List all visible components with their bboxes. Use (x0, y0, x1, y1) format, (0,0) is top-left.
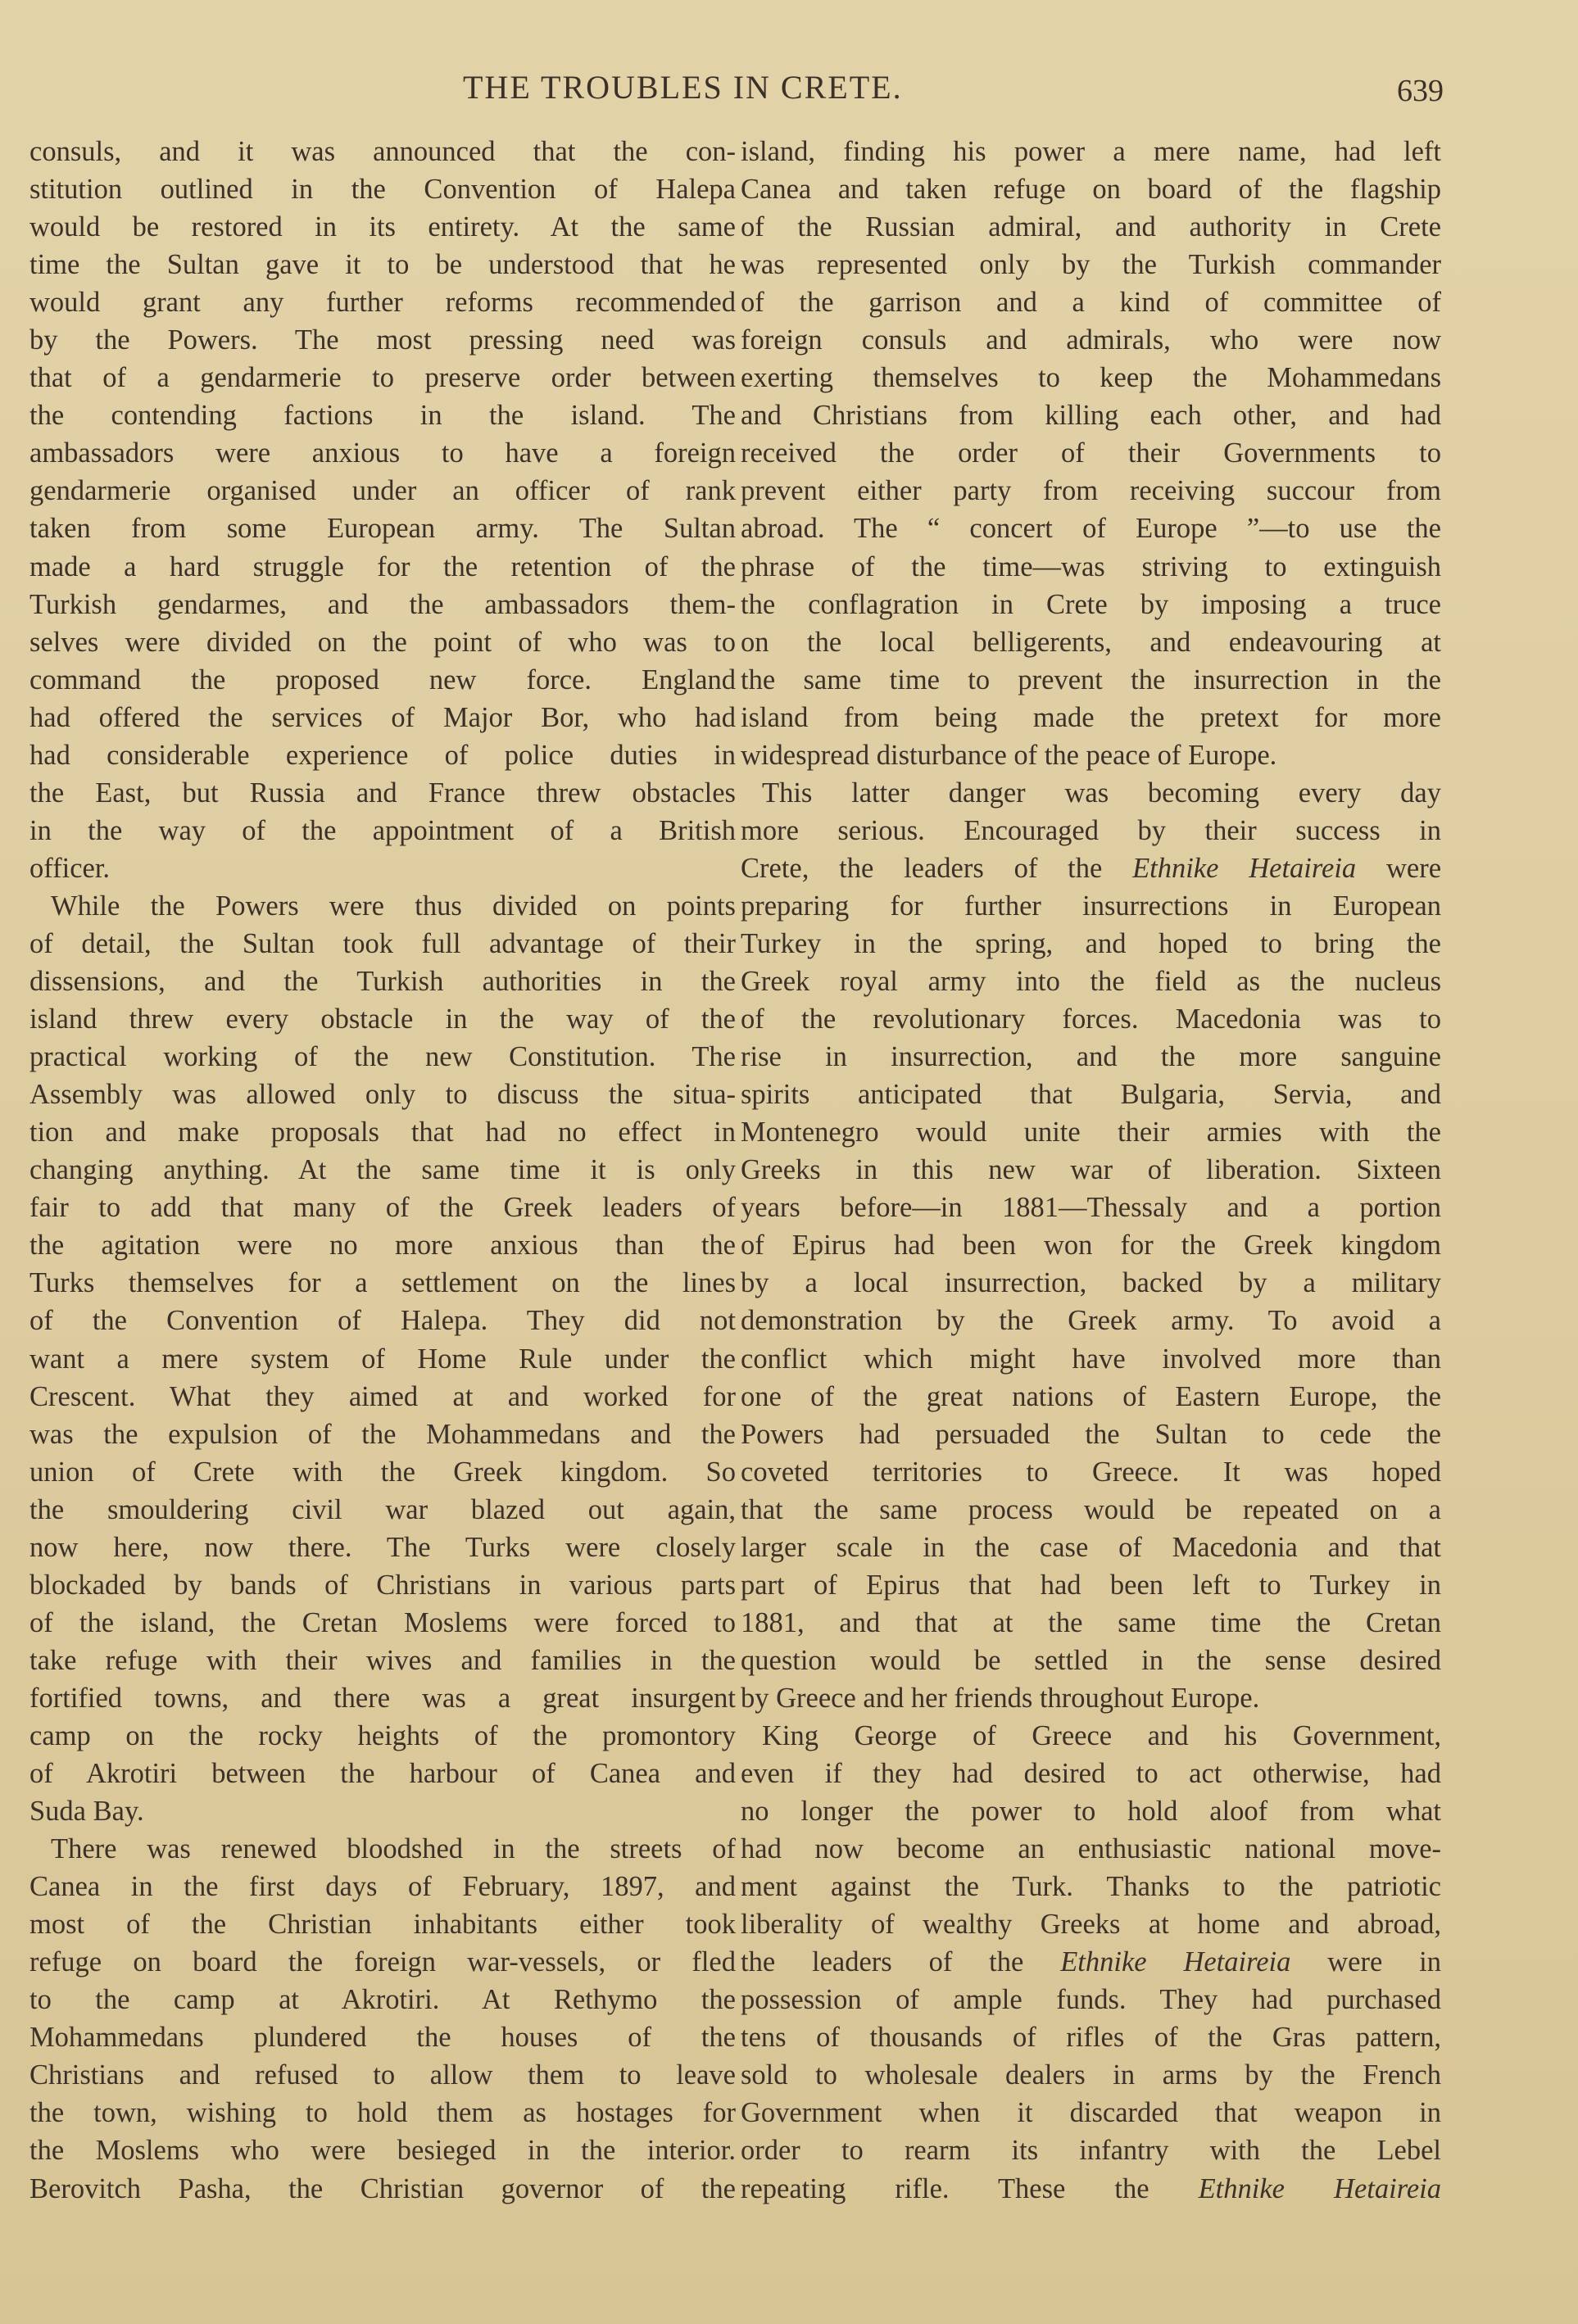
text-line: island from being made the pretext for more (741, 701, 1441, 733)
running-title: THE TROUBLES IN CRETE. (463, 69, 903, 106)
text-line: want a mere system of Home Rule under the (29, 1343, 736, 1375)
italic-term: Ethnike Hetaireia (1132, 852, 1357, 884)
text-line: widespread disturbance of the peace of Europe. (741, 739, 1277, 771)
text-line: the contending factions in the island. The (29, 400, 736, 432)
text-line: in the way of the appointment of a British (29, 814, 736, 846)
text-line: part of Epirus that had been left to Turkey in (741, 1569, 1441, 1601)
text-line: the agitation were no more anxious than the (29, 1230, 736, 1262)
text-line: take refuge with their wives and families in the (29, 1644, 736, 1676)
text-line: of the Russian admiral, and authority in Crete (741, 211, 1441, 243)
text-line: question would be settled in the sense desired (741, 1644, 1441, 1676)
text-line: by the Powers. The most pressing need was (29, 324, 736, 356)
text-line: tens of thousands of rifles of the Gras pattern, (741, 2022, 1441, 2054)
text-line: of the revolutionary forces. Macedonia was to (741, 1003, 1441, 1035)
text-segment: were (1356, 852, 1441, 884)
text-line: years before—in 1881—Thessaly and a portion (741, 1192, 1441, 1224)
text-line: Canea in the first days of February, 1897, and (29, 1871, 736, 1903)
text-line: camp on the rocky heights of the promontory (29, 1719, 736, 1751)
text-line (741, 849, 1441, 887)
text-segment: the leaders of the (741, 1946, 1061, 1978)
text-line: Greeks in this new war of liberation. Sixteen (741, 1154, 1441, 1186)
text-line: even if they had desired to act otherwise, had (741, 1758, 1441, 1790)
text-line: ment against the Turk. Thanks to the patriotic (741, 1871, 1441, 1903)
text-line: demonstration by the Greek army. To avoid a (741, 1305, 1441, 1337)
text-line: the East, but Russia and France threw obstacles (29, 777, 736, 809)
text-line: Greek royal army into the field as the nucleus (741, 966, 1441, 998)
text-line: of Akrotiri between the harbour of Canea and (29, 1758, 736, 1790)
text-line: selves were divided on the point of who was to (29, 626, 736, 658)
text-line: the conflagration in Crete by imposing a truce (741, 588, 1441, 620)
text-line: Assembly was allowed only to discuss the situa- (29, 1079, 736, 1111)
text-line: possession of ample funds. They had purchased (741, 1984, 1441, 2016)
text-line: of the garrison and a kind of committee of (741, 287, 1441, 319)
text-segment: were in (1290, 1946, 1441, 1978)
text-line: received the order of their Governments to (741, 437, 1441, 469)
text-line: fair to add that many of the Greek leaders of (29, 1192, 736, 1224)
text-line: spirits anticipated that Bulgaria, Servia, and (741, 1079, 1441, 1111)
text-line: no longer the power to hold aloof from what (741, 1796, 1441, 1828)
text-line: gendarmerie organised under an officer of rank (29, 475, 736, 507)
text-line: rise in insurrection, and the more sanguine (741, 1041, 1441, 1073)
text-line: one of the great nations of Eastern Europe, the (741, 1380, 1441, 1412)
text-line: and Christians from killing each other, and had (741, 400, 1441, 432)
text-line: was the expulsion of the Mohammedans and the (29, 1418, 736, 1450)
text-line: exerting themselves to keep the Mohammedans (741, 362, 1441, 394)
text-line: refuge on board the foreign war-vessels, or fled (29, 1946, 736, 1978)
page-header (0, 59, 1578, 116)
text-line: Powers had persuaded the Sultan to cede the (741, 1418, 1441, 1450)
text-line: larger scale in the case of Macedonia and that (741, 1531, 1441, 1563)
text-line: foreign consuls and admirals, who were now (741, 324, 1441, 356)
text-line: preparing for further insurrections in European (741, 890, 1441, 922)
text-line: Turkish gendarmes, and the ambassadors them- (29, 588, 736, 620)
text-line: would be restored in its entirety. At the same (29, 211, 736, 243)
text-line: of the island, the Cretan Moslems were forced to (29, 1606, 736, 1638)
text-line: by a local insurrection, backed by a military (741, 1267, 1441, 1299)
text-line: order to rearm its infantry with the Lebel (741, 2135, 1441, 2167)
text-line: had offered the services of Major Bor, who had (29, 701, 736, 733)
text-line: Turkey in the spring, and hoped to bring the (741, 927, 1441, 959)
text-line: liberality of wealthy Greeks at home and abroad, (741, 1909, 1441, 1941)
text-line: the Moslems who were besieged in the interior. (29, 2135, 736, 2167)
text-line: would grant any further reforms recommended (29, 287, 736, 319)
italic-term: Ethnike Hetaireia (1198, 2172, 1441, 2204)
text-line: that of a gendarmerie to preserve order between (29, 362, 736, 394)
text-line: phrase of the time—was striving to extinguish (741, 550, 1441, 582)
text-line: by Greece and her friends throughout Europe. (741, 1682, 1260, 1714)
italic-term: Ethnike Hetaireia (1060, 1946, 1291, 1978)
text-line: tion and make proposals that had no effect in (29, 1117, 736, 1148)
text-line: taken from some European army. The Sultan (29, 513, 736, 545)
text-line: of the Convention of Halepa. They did not (29, 1305, 736, 1337)
text-line: Government when it discarded that weapon in (741, 2097, 1441, 2129)
text-line: stitution outlined in the Convention of Halepa (29, 174, 736, 206)
text-line: 1881, and that at the same time the Cretan (741, 1606, 1441, 1638)
text-line: Berovitch Pasha, the Christian governor of the (29, 2172, 736, 2204)
text-line: dissensions, and the Turkish authorities in the (29, 966, 736, 998)
text-line: had considerable experience of police duties in (29, 739, 736, 771)
text-line: of Epirus had been won for the Greek kingdom (741, 1230, 1441, 1262)
text-line: While the Powers were thus divided on points (51, 890, 736, 922)
text-line: the same time to prevent the insurrection in the (741, 664, 1441, 695)
text-line: consuls, and it was announced that the con- (29, 136, 736, 167)
text-line: Suda Bay. (29, 1796, 144, 1828)
text-line: sold to wholesale dealers in arms by the French (741, 2059, 1441, 2091)
text-line: on the local belligerents, and endeavouring at (741, 626, 1441, 658)
text-line: made a hard struggle for the retention of the (29, 550, 736, 582)
text-line: now here, now there. The Turks were closely (29, 1531, 736, 1563)
text-line: island, finding his power a mere name, had left (741, 136, 1441, 167)
text-line: that the same process would be repeated on a (741, 1493, 1441, 1525)
text-line: Mohammedans plundered the houses of the (29, 2022, 736, 2054)
text-line (741, 1943, 1441, 1981)
text-segment: repeating rifle. These the (741, 2172, 1199, 2204)
text-line: abroad. The “ concert of Europe ”—to use the (741, 513, 1441, 545)
page-number: 639 (1397, 74, 1444, 108)
left-text-column (29, 133, 736, 2208)
text-line: King George of Greece and his Government, (762, 1719, 1441, 1751)
text-line: command the proposed new force. England (29, 664, 736, 695)
text-line: Christians and refused to allow them to leave (29, 2059, 736, 2091)
right-text-column (741, 133, 1441, 2208)
text-line: time the Sultan gave it to be understood that he (29, 249, 736, 281)
text-line: was represented only by the Turkish commander (741, 249, 1441, 281)
text-line: Canea and taken refuge on board of the flagship (741, 174, 1441, 206)
text-line: the town, wishing to hold them as hostages for (29, 2097, 736, 2129)
text-line: most of the Christian inhabitants either took (29, 1909, 736, 1941)
text-line: of detail, the Sultan took full advantage of their (29, 927, 736, 959)
text-line: blockaded by bands of Christians in various parts (29, 1569, 736, 1601)
text-line: prevent either party from receiving succour from (741, 475, 1441, 507)
text-line: the smouldering civil war blazed out again, (29, 1493, 736, 1525)
text-line: more serious. Encouraged by their success in (741, 814, 1441, 846)
text-line: officer. (29, 852, 111, 884)
text-line: island threw every obstacle in the way of the (29, 1003, 736, 1035)
text-line: practical working of the new Constitution. The (29, 1041, 736, 1073)
text-line: There was renewed bloodshed in the streets of (51, 1833, 736, 1865)
text-line: had now become an enthusiastic national move- (741, 1833, 1441, 1865)
text-line: Crescent. What they aimed at and worked for (29, 1380, 736, 1412)
text-line (741, 2170, 1441, 2208)
text-line: to the camp at Akrotiri. At Rethymo the (29, 1984, 736, 2016)
text-line: union of Crete with the Greek kingdom. So (29, 1456, 736, 1488)
text-line: This latter danger was becoming every day (762, 777, 1441, 809)
text-line: Turks themselves for a settlement on the lines (29, 1267, 736, 1299)
text-line: ambassadors were anxious to have a foreign (29, 437, 736, 469)
text-line: conflict which might have involved more than (741, 1343, 1441, 1375)
text-line: changing anything. At the same time it is only (29, 1154, 736, 1186)
text-segment: Crete, the leaders of the (741, 852, 1133, 884)
text-line: fortified towns, and there was a great insurgent (29, 1682, 736, 1714)
text-line: coveted territories to Greece. It was hoped (741, 1456, 1441, 1488)
text-line: Montenegro would unite their armies with the (741, 1117, 1441, 1148)
